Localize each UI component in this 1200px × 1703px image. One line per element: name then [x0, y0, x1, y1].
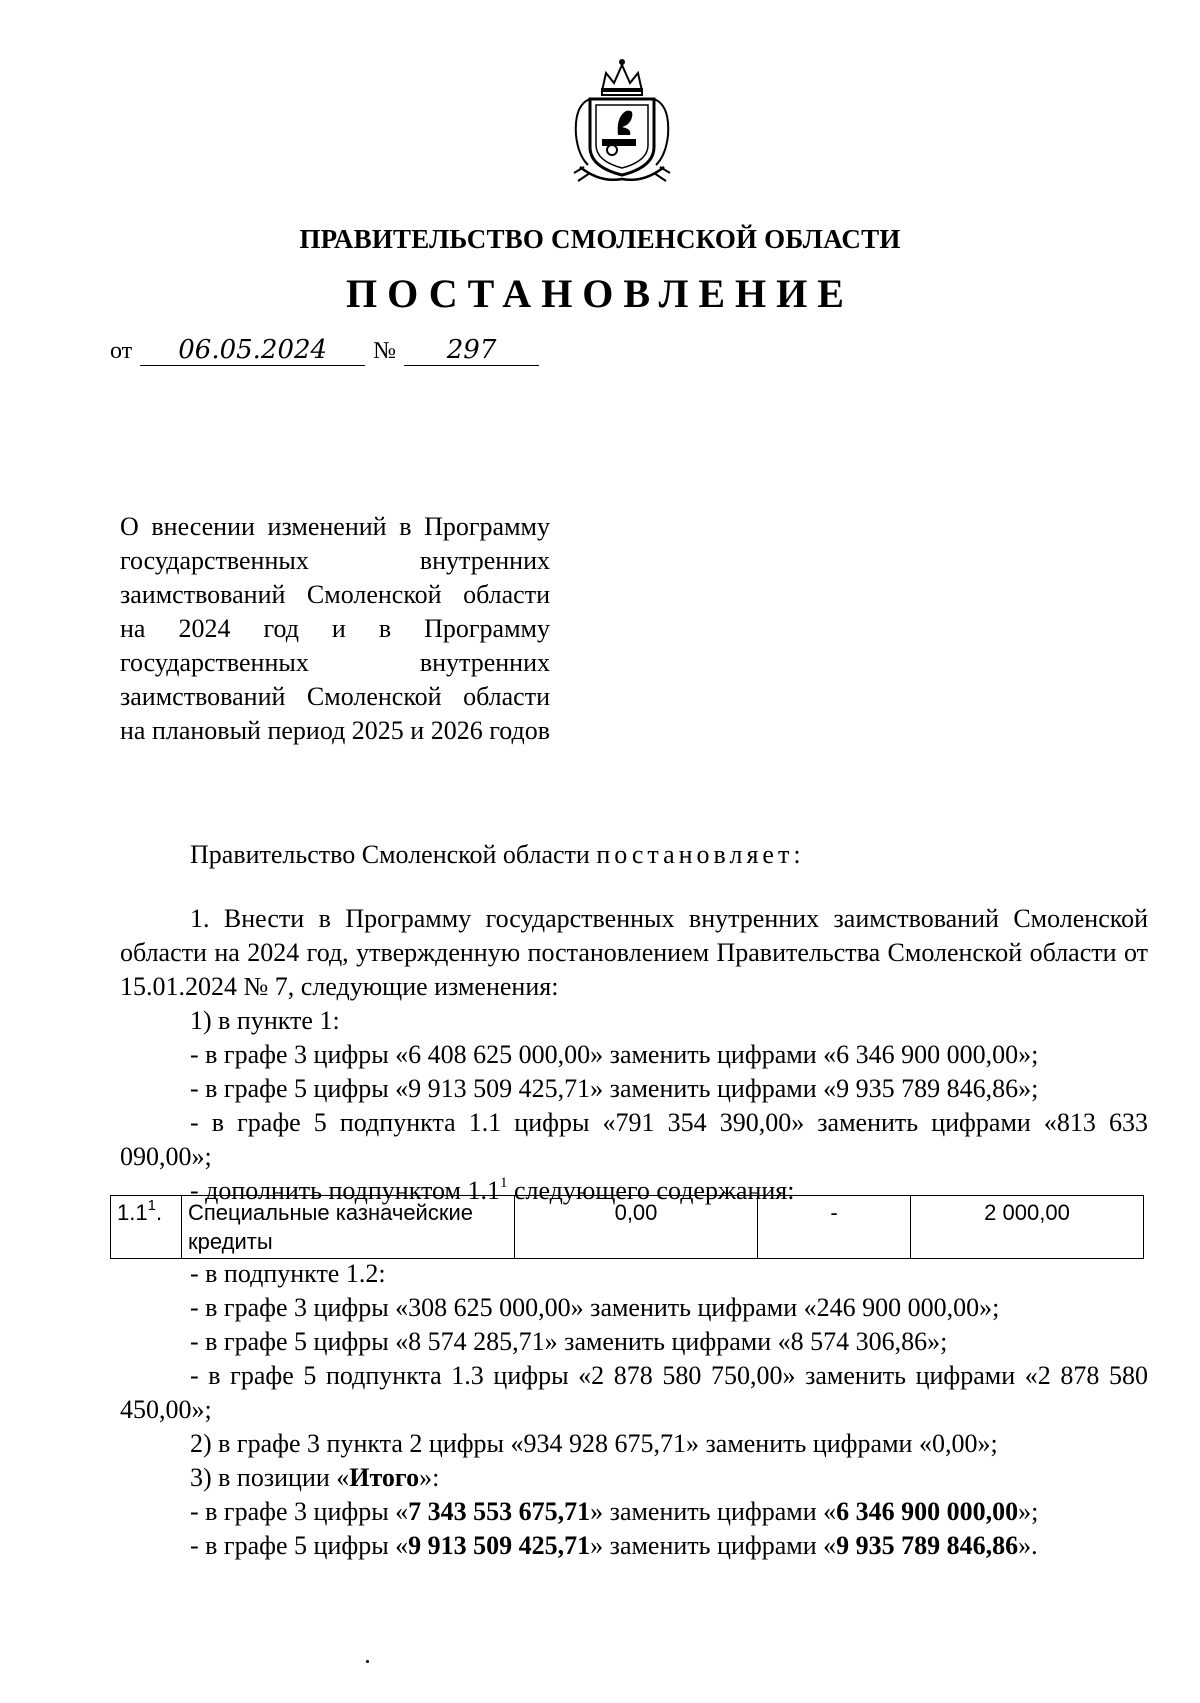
- change-line-7: - в графе 5 цифры «8 574 285,71» заменить цифрами «8 574 306,86»;: [190, 1327, 948, 1356]
- change-line-1: - в графе 3 цифры «6 408 625 000,00» заменить цифрами «6 346 900 000,00»;: [190, 1040, 1039, 1069]
- line10-pre: - в графе 5 цифры «: [190, 1531, 409, 1560]
- line4-text-end: следующего содержания:: [507, 1176, 795, 1205]
- table-row: [111, 1196, 1144, 1259]
- subitem-3-pre: 3) в позиции «: [190, 1463, 350, 1492]
- line9-mid: » заменить цифрами «: [590, 1497, 837, 1526]
- date-number-line: [110, 335, 539, 366]
- line9-new-value: 6 346 900 000,00: [836, 1497, 1019, 1526]
- row-number-superscript: 1: [147, 1196, 156, 1214]
- items-block-1: [120, 902, 1148, 1208]
- change-line-6: - в графе 3 цифры «308 625 000,00» заменить цифрами «246 900 000,00»;: [190, 1293, 1000, 1322]
- page-mark-dot: [366, 1660, 369, 1663]
- row-number: 1.1: [117, 1200, 148, 1225]
- line10-old-value: 9 913 509 425,71: [408, 1531, 591, 1560]
- line4-text: - дополнить подпунктом 1.1: [190, 1176, 500, 1205]
- preamble-verb: постановляет:: [596, 840, 805, 869]
- line9-old-value: 7 343 553 675,71: [408, 1497, 591, 1526]
- table-cell-col5: 2 000,00: [911, 1196, 1144, 1259]
- item-1: 1. Внести в Программу государственных внутренних заимствований Смоленской области на 2024 год, утвержденную постановлением Правительства Смоленской области от 15.01.2024 № 7, следующие изменения:: [120, 904, 1148, 1001]
- inserted-subitem-table: [110, 1195, 1144, 1259]
- change-line-5: - в подпункте 1.2:: [190, 1259, 386, 1288]
- date-prefix: от: [110, 338, 133, 364]
- subitem-3-bold: Итого: [349, 1463, 420, 1492]
- line10-post: ».: [1018, 1531, 1038, 1560]
- change-line-9: [120, 1495, 1148, 1529]
- change-line-3: - в графе 5 подпункта 1.1 цифры «791 354 390,00» заменить цифрами «813 633 090,00»;: [120, 1108, 1148, 1171]
- preamble-subject: Правительство Смоленской области: [190, 840, 590, 869]
- document-subject: О внесении изменений в Программу государственных внутренних заимствований Смоленской области на 2024 год и в Программу государственных внутренних заимствований Смоленской области на плановый период 2025 и 2026 годов: [120, 512, 550, 745]
- handwritten-number: 297: [404, 335, 539, 366]
- preamble: [190, 840, 805, 870]
- table-cell-col3: 0,00: [515, 1196, 758, 1259]
- row-number-suffix: .: [155, 1200, 163, 1225]
- subitem-3: [120, 1461, 1148, 1495]
- items-block-2: [120, 1257, 1148, 1563]
- handwritten-date: 06.05.2024: [140, 335, 365, 366]
- change-line-10: [120, 1529, 1148, 1563]
- line9-pre: - в графе 3 цифры «: [190, 1497, 409, 1526]
- subitem-2: 2) в графе 3 пункта 2 цифры «934 928 675,71» заменить цифрами «0,00»;: [190, 1429, 998, 1458]
- table-cell-name: Специальные казначейские кредиты: [182, 1196, 515, 1259]
- government-title: ПРАВИТЕЛЬСТВО СМОЛЕНСКОЙ ОБЛАСТИ: [299, 224, 901, 254]
- line10-new-value: 9 935 789 846,86: [836, 1531, 1019, 1560]
- number-prefix: №: [373, 338, 397, 364]
- subitem-1: 1) в пункте 1:: [190, 1006, 340, 1035]
- subitem-3-post: »:: [419, 1463, 440, 1492]
- change-line-2: - в графе 5 цифры «9 913 509 425,71» заменить цифрами «9 935 789 846,86»;: [190, 1074, 1039, 1103]
- document-type-title: ПОСТАНОВЛЕНИЕ: [346, 271, 854, 316]
- table-cell-col4: -: [758, 1196, 911, 1259]
- table-cell-number: [111, 1196, 182, 1259]
- smolensk-coat-of-arms-emblem: [560, 55, 685, 187]
- change-line-8: - в графе 5 подпункта 1.3 цифры «2 878 580 750,00» заменить цифрами «2 878 580 450,00»;: [120, 1361, 1148, 1424]
- line9-post: »;: [1018, 1497, 1039, 1526]
- line10-mid: » заменить цифрами «: [590, 1531, 837, 1560]
- line4-superscript: 1: [499, 1175, 508, 1192]
